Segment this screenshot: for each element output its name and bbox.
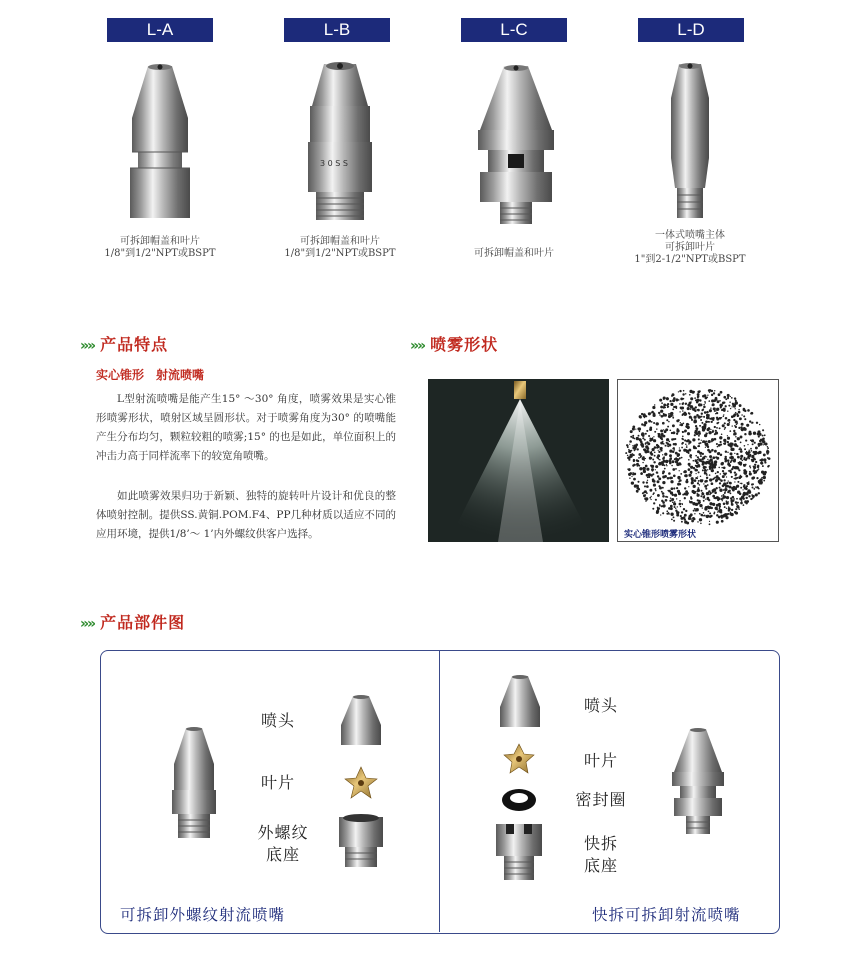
svg-text:3 0 S S: 3 0 S S: [320, 159, 348, 168]
nozzle-l-d-image: [655, 58, 725, 222]
nozzle-l-a-image: [110, 58, 210, 222]
right-label-vane: 叶片: [583, 751, 618, 770]
caption-l-c: 可拆卸帽盖和叶片: [474, 248, 554, 259]
spray-heading: »» 喷雾形状: [410, 335, 499, 354]
tab-l-c: L-C: [461, 18, 567, 42]
right-vane-part-image: [502, 742, 536, 776]
left-label-head: 喷头: [260, 711, 295, 730]
parts-divider: [439, 651, 440, 932]
features-subheading: 实心锥形 射流喷嘴: [96, 368, 205, 382]
right-head-part-image: [496, 673, 544, 731]
left-footer-title: 可拆卸外螺纹射流喷嘴: [120, 906, 286, 924]
left-head-part-image: [339, 693, 383, 749]
caption-l-d: 一体式喷嘴主体 可拆卸叶片 1"到2-1/2"NPT或BSPT: [634, 230, 746, 265]
parts-heading: »» 产品部件图: [80, 613, 186, 632]
features-paragraph-1: L型射流喷嘴是能产生15° ～30° 角度，喷雾效果是实心锥形喷雾形状，喷射区域呈圆形状。对于喷雾角度为30° 的喷嘴能产生分布均匀，颗粒较粗的喷雾;15° 的也是如此，单位面积上的冲击力高于同样流率下的较宽角喷嘴。: [96, 393, 396, 462]
caption-l-a: 可拆卸帽盖和叶片 1/8"到1/2"NPT或BSPT: [104, 236, 216, 259]
right-label-head: 喷头: [583, 696, 618, 715]
right-label-base: 快拆 底座: [583, 834, 618, 875]
left-vane-part-image: [343, 765, 379, 801]
double-chevron-icon: »»: [410, 338, 425, 354]
spray-pattern-image: [617, 379, 779, 542]
double-chevron-icon: »»: [80, 616, 95, 632]
right-seal-ring-image: [500, 786, 538, 814]
features-heading: »» 产品特点: [80, 335, 169, 354]
caption-l-b: 可拆卸帽盖和叶片 1/8"到1/2"NPT或BSPT: [284, 236, 396, 259]
left-label-vane: 叶片: [260, 773, 295, 792]
spray-photo: [428, 379, 609, 542]
nozzle-l-b-image: [290, 58, 390, 222]
left-base-part-image: [337, 813, 385, 869]
spray-pattern-caption: 实心锥形喷雾形状: [624, 530, 697, 540]
right-footer-title: 快拆可拆卸射流喷嘴: [592, 906, 741, 924]
tab-l-a: L-A: [107, 18, 213, 42]
right-label-seal: 密封圈: [575, 790, 627, 809]
tab-l-d: L-D: [638, 18, 744, 42]
right-assembled-nozzle-image: [668, 726, 728, 836]
tab-l-b: L-B: [284, 18, 390, 42]
features-paragraph-2: 如此喷雾效果归功于新颖、独特的旋转叶片设计和优良的整体喷射控制。提供SS.黄铜.POM.F4、PP几种材质以适应不同的应用环境，提供1/8’～ 1’内外螺纹供客户选择。: [96, 490, 396, 540]
double-chevron-icon: »»: [80, 338, 95, 354]
right-base-part-image: [492, 820, 546, 882]
nozzle-l-c-image: [466, 60, 566, 230]
left-assembled-nozzle-image: [168, 724, 220, 840]
left-label-base: 外螺纹 底座: [257, 823, 309, 864]
